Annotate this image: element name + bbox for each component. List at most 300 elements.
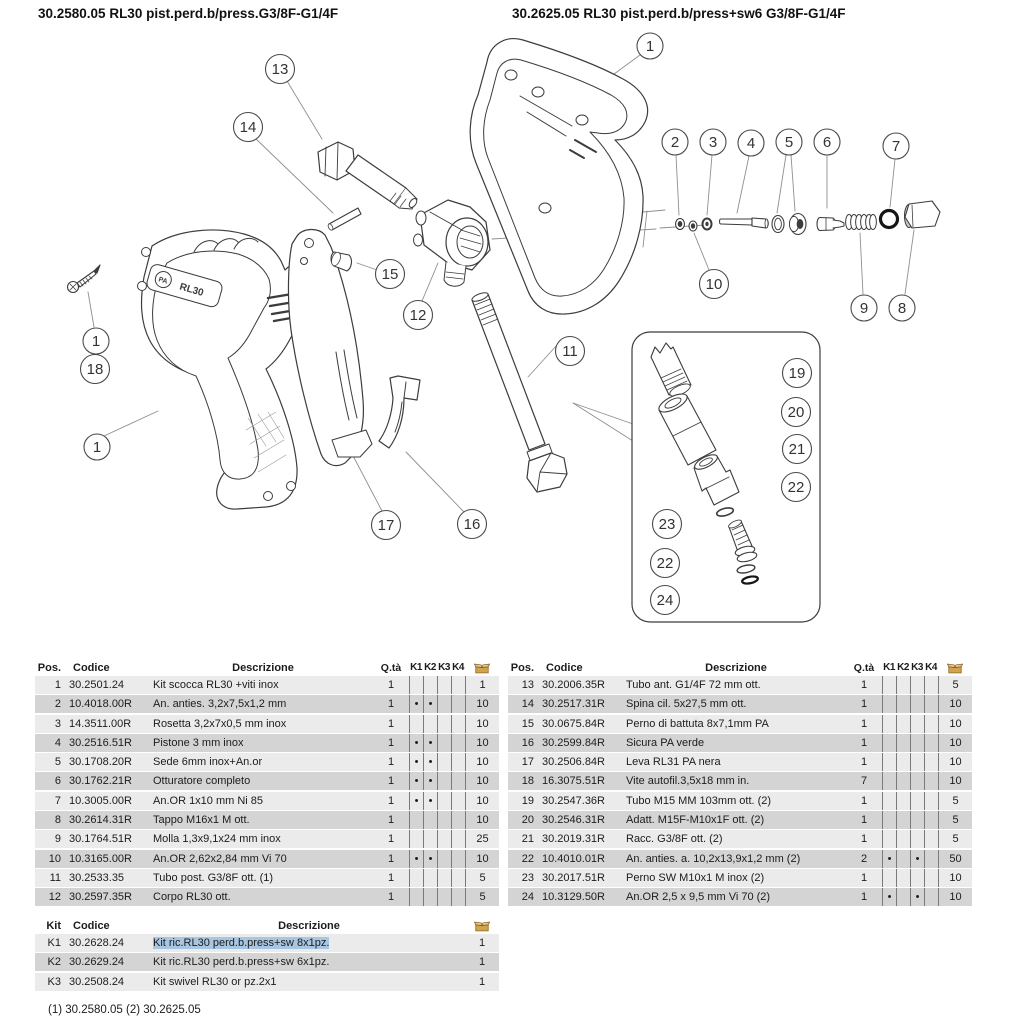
cell-cod: 30.2506.84R: [542, 756, 605, 769]
cell-k: [451, 888, 465, 906]
part-corpo: [414, 200, 491, 286]
cell-k: •: [409, 792, 423, 810]
cell-qta: 2: [860, 852, 868, 865]
cell-desc: An. anties. a. 10,2x13,9x1,2 mm (2): [626, 852, 801, 865]
cell-k: [409, 811, 423, 829]
cell-desc: An.OR 2,5 x 9,5 mm Vi 70 (2): [626, 891, 771, 904]
cell-basket: 1: [465, 676, 499, 694]
cell-k: [882, 830, 896, 848]
cell-cod: 30.2628.24: [69, 937, 125, 949]
callout-2: [662, 129, 688, 155]
cell-k: [924, 695, 938, 713]
cell-qta: 1: [860, 756, 868, 769]
svg-text:23: 23: [658, 516, 676, 534]
cell-k: [437, 888, 451, 906]
cell-basket: 10: [465, 850, 499, 868]
svg-text:17: 17: [377, 517, 395, 535]
cell-desc: Molla 1,3x9,1x24 mm inox: [153, 833, 281, 846]
cell-k: [437, 850, 451, 868]
cell-k: [896, 734, 910, 752]
callout-22a: [782, 473, 811, 502]
table-row: [35, 753, 499, 771]
cell-desc: Sicura PA verde: [626, 736, 705, 749]
cell-desc: Vite autofil.3,5x18 mm in.: [626, 775, 750, 788]
cell-k: [451, 850, 465, 868]
cell-k: [882, 811, 896, 829]
cell-k: [409, 676, 423, 694]
svg-text:8: 8: [897, 300, 907, 318]
cell-k: [910, 869, 924, 887]
table-row: [508, 888, 972, 906]
cell-k: [910, 695, 924, 713]
svg-text:14: 14: [239, 119, 257, 137]
svg-text:12: 12: [409, 307, 427, 325]
cell-basket: 10: [465, 695, 499, 713]
cell-qta: 1: [387, 891, 395, 904]
col-header-k1: K1: [883, 662, 895, 673]
cell-qta: 7: [860, 775, 868, 788]
table-row: [35, 772, 499, 790]
callout-11: [556, 337, 585, 366]
svg-text:1: 1: [645, 38, 655, 56]
cell-k: [451, 753, 465, 771]
col-header-codice: Codice: [73, 662, 110, 674]
parts-table-body-right: [508, 676, 972, 906]
cell-k: [423, 830, 437, 848]
part-sede-5: [772, 214, 806, 235]
col-header-basket: [465, 660, 499, 676]
cell-cod: 10.3129.50R: [542, 891, 605, 904]
svg-text:21: 21: [788, 441, 806, 459]
basket-icon[interactable]: [947, 662, 963, 675]
cell-cod: 30.2508.24: [69, 975, 125, 988]
cell-cod: 30.2501.24: [69, 679, 125, 691]
badge-model-text: RL30: [178, 281, 205, 299]
cell-k: [882, 869, 896, 887]
cell-pos: 1: [54, 679, 61, 691]
selected-text: Kit ric.RL30 perd.b.press+sw 8x1pz.: [153, 937, 330, 949]
svg-text:15: 15: [381, 266, 399, 284]
col-header-kit: Kit: [46, 920, 61, 932]
svg-text:2: 2: [670, 134, 680, 152]
cell-k: [924, 676, 938, 694]
cell-desc: Rosetta 3,2x7x0,5 mm inox: [153, 717, 287, 730]
cell-k: [423, 715, 437, 733]
cell-desc: Adatt. M15F-M10x1F ott. (2): [626, 814, 765, 827]
cell-cod: 30.1762.21R: [69, 775, 132, 788]
cell-k: [437, 869, 451, 887]
callout-21: [783, 435, 812, 464]
cell-cod: 10.4018.00R: [69, 698, 132, 711]
cell-k: [882, 772, 896, 790]
cell-qta: 1: [387, 756, 395, 769]
cell-pos: 3: [54, 717, 61, 730]
cell-k: [896, 850, 910, 868]
cell-k: •: [423, 792, 437, 810]
col-header-k4: K4: [452, 662, 464, 673]
callout-17: [372, 511, 401, 540]
cell-pos: 2: [54, 698, 61, 711]
cell-k: •: [409, 734, 423, 752]
cell-pos: 23: [521, 871, 534, 884]
table-row: [35, 811, 499, 829]
cell-pos: 18: [521, 775, 534, 788]
callout-14: [234, 113, 263, 142]
part-screw: [68, 265, 101, 293]
cell-cod: 10.3005.00R: [69, 794, 132, 807]
cell-k: [437, 676, 451, 694]
cell-pos: 11: [49, 871, 61, 884]
svg-text:6: 6: [822, 134, 832, 152]
cell-k: [451, 715, 465, 733]
page-title-left: 30.2580.05 RL30 pist.perd.b/press.G3/8F-G1/4F: [38, 6, 339, 21]
cell-pos: 14: [521, 698, 534, 711]
col-header-k2: K2: [424, 662, 436, 673]
table-row: [35, 715, 499, 733]
cell-k: [409, 869, 423, 887]
cell-desc: An.OR 2,62x2,84 mm Vi 70: [153, 852, 287, 865]
cell-k: [451, 772, 465, 790]
callout-7: [883, 133, 909, 159]
svg-text:22: 22: [656, 555, 674, 573]
cell-qta: 1: [387, 698, 395, 711]
table-row: [508, 772, 972, 790]
callout-9: [851, 295, 877, 321]
cell-k: •: [423, 772, 437, 790]
table-row: [35, 734, 499, 752]
cell-desc: Kit swivel RL30 or pz.2x1: [153, 975, 277, 988]
cell-basket: 10: [938, 772, 972, 790]
part-spina: [327, 208, 361, 231]
cell-k: [896, 695, 910, 713]
cell-pos: 6: [54, 775, 61, 788]
cell-k: [409, 715, 423, 733]
table-row: [35, 695, 499, 713]
cell-k: [451, 869, 465, 887]
cell-basket: 5: [938, 830, 972, 848]
cell-pos: 24: [521, 891, 534, 904]
cell-k: [910, 715, 924, 733]
cell-pos: 16: [521, 736, 534, 749]
cell-basket: 10: [938, 695, 972, 713]
cell-k: •: [423, 695, 437, 713]
cell-k: •: [882, 888, 896, 906]
table-row: [35, 792, 499, 810]
cell-cod: 30.2629.24: [69, 956, 125, 969]
svg-text:16: 16: [463, 516, 481, 534]
cell-desc: Pistone 3 mm inox: [153, 736, 244, 749]
cell-k: [882, 676, 896, 694]
cell-cod: 30.0675.84R: [542, 717, 605, 730]
cell-pos: K1: [47, 937, 61, 949]
cell-cod: 30.2517.31R: [542, 698, 605, 711]
cell-k: •: [409, 772, 423, 790]
table-row: [508, 753, 972, 771]
cell-desc: An.OR 1x10 mm Ni 85: [153, 794, 264, 807]
part-pistone-4: [720, 218, 769, 228]
cell-basket: 5: [938, 676, 972, 694]
col-header-k1: K1: [410, 662, 422, 673]
cell-k: [910, 734, 924, 752]
cell-pos: 10: [48, 852, 61, 865]
cell-qta: 1: [387, 717, 395, 730]
basket-icon[interactable]: [474, 920, 490, 933]
cell-desc: Tubo post. G3/8F ott. (1): [153, 871, 274, 884]
col-header-codice: Codice: [73, 920, 110, 932]
kit-table: [35, 918, 499, 992]
cell-basket: 5: [465, 888, 499, 906]
parts-table-left: [35, 660, 499, 908]
col-header-k3: K3: [438, 662, 450, 673]
table-row: [35, 973, 499, 991]
col-header-pos: Pos.: [510, 662, 534, 674]
callout-22b: [651, 549, 680, 578]
callout-23: [653, 510, 682, 539]
cell-pos: K3: [47, 975, 61, 988]
cell-k: [924, 850, 938, 868]
part-oring-7: [881, 211, 898, 228]
cell-k: [423, 888, 437, 906]
cell-pos: 22: [521, 852, 534, 865]
cell-cod: 30.2516.51R: [69, 736, 132, 749]
col-header-pos: Pos.: [37, 662, 61, 674]
cell-qta: 1: [387, 775, 395, 788]
part-axis-assembly: [676, 201, 941, 235]
callout-1-screw: [83, 328, 109, 354]
cell-desc: Leva RL31 PA nera: [626, 756, 721, 769]
page-title-right: 30.2625.05 RL30 pist.perd.b/press+sw6 G3/8F-G1/4F: [512, 6, 846, 21]
cell-basket: 10: [465, 715, 499, 733]
cell-k: •: [409, 850, 423, 868]
callout-15: [376, 260, 405, 289]
part-lever: [288, 229, 372, 465]
col-header-qta: Q.tà: [380, 662, 402, 674]
svg-text:22: 22: [787, 479, 805, 497]
cell-k: [896, 792, 910, 810]
callout-1-shell-left: [84, 434, 110, 460]
table-row: [508, 869, 972, 887]
cell-basket: 5: [465, 869, 499, 887]
svg-text:20: 20: [787, 404, 805, 422]
cell-desc: [145, 934, 465, 952]
cell-k: [451, 676, 465, 694]
cell-pos: 15: [521, 717, 534, 730]
cell-k: [451, 695, 465, 713]
cell-k: [423, 676, 437, 694]
cell-k: [423, 811, 437, 829]
col-header-qta: Q.tà: [853, 662, 875, 674]
cell-basket: 1: [478, 956, 486, 969]
cell-qta: 1: [387, 833, 395, 846]
cell-k: [924, 772, 938, 790]
cell-k: [924, 811, 938, 829]
cell-desc: Sede 6mm inox+An.or: [153, 756, 263, 769]
cell-qta: 1: [860, 794, 868, 807]
svg-text:24: 24: [656, 592, 674, 610]
cell-k: •: [409, 695, 423, 713]
cell-pos: 13: [521, 679, 534, 691]
cell-qta: 1: [860, 814, 868, 827]
cell-k: [896, 811, 910, 829]
table-row: [35, 676, 499, 694]
cell-k: •: [423, 753, 437, 771]
cell-k: [409, 830, 423, 848]
cell-qta: 1: [387, 794, 395, 807]
cell-k: •: [910, 850, 924, 868]
reference-footnote: (1) 30.2580.05 (2) 30.2625.05: [48, 1004, 201, 1016]
table-row: [35, 869, 499, 887]
cell-pos: 7: [54, 794, 61, 807]
cell-desc: Racc. G3/8F ott. (2): [626, 833, 723, 846]
cell-desc: Kit scocca RL30 +viti inox: [153, 679, 279, 691]
cell-basket: 1: [478, 937, 486, 949]
cell-k: [910, 772, 924, 790]
cell-k: •: [409, 753, 423, 771]
cell-k: [924, 888, 938, 906]
cell-basket: 10: [938, 734, 972, 752]
cell-basket: 10: [465, 734, 499, 752]
table-row: [35, 934, 499, 952]
badge-pa-text: PA: [157, 276, 169, 286]
parts-table-header: [35, 660, 499, 676]
svg-text:11: 11: [562, 343, 578, 361]
table-row: [35, 888, 499, 906]
cell-pos: K2: [47, 956, 61, 969]
cell-basket: 10: [938, 753, 972, 771]
part-tubo-anteriore: [318, 142, 418, 209]
table-row: [508, 676, 972, 694]
cell-k: [896, 753, 910, 771]
svg-text:18: 18: [86, 361, 104, 379]
cell-pos: 21: [521, 833, 534, 846]
cell-basket: 5: [938, 811, 972, 829]
cell-basket: 10: [938, 869, 972, 887]
cell-qta: 1: [860, 698, 868, 711]
table-row: [508, 830, 972, 848]
basket-icon[interactable]: [474, 662, 490, 675]
parts-table-body-left: [35, 676, 499, 906]
callout-12: [404, 301, 433, 330]
cell-basket: 50: [938, 850, 972, 868]
cell-cod: 30.2614.31R: [69, 814, 132, 827]
callout-19: [783, 359, 812, 388]
cell-k: [423, 869, 437, 887]
cell-basket: 10: [465, 792, 499, 810]
cell-basket: 10: [465, 811, 499, 829]
svg-text:7: 7: [891, 138, 901, 156]
table-row: [508, 715, 972, 733]
cell-pos: 12: [48, 891, 61, 904]
cell-k: [924, 792, 938, 810]
cell-cod: 30.2006.35R: [542, 679, 605, 691]
cell-qta: 1: [860, 679, 868, 691]
cell-basket: 10: [938, 888, 972, 906]
cell-k: [437, 715, 451, 733]
cell-pos: 5: [54, 756, 61, 769]
cell-k: [896, 715, 910, 733]
cell-k: [910, 676, 924, 694]
table-row: [508, 850, 972, 868]
cell-pos: 8: [54, 814, 61, 827]
cell-basket: 10: [465, 772, 499, 790]
cell-k: [409, 888, 423, 906]
callout-20: [782, 398, 811, 427]
cell-k: [910, 753, 924, 771]
cell-cod: 30.2017.51R: [542, 871, 605, 884]
cell-qta: 1: [860, 736, 868, 749]
svg-text:9: 9: [859, 300, 869, 318]
part-tappo-8: [905, 201, 941, 228]
cell-basket: 10: [465, 753, 499, 771]
cell-qta: 1: [860, 833, 868, 846]
cell-pos: 20: [521, 814, 534, 827]
cell-k: [451, 792, 465, 810]
col-header-basket: [465, 918, 499, 934]
cell-desc: Tappo M16x1 M ott.: [153, 814, 250, 827]
cell-pos: 9: [54, 833, 61, 846]
cell-basket: 10: [938, 715, 972, 733]
svg-text:4: 4: [746, 135, 756, 153]
svg-text:1: 1: [92, 439, 102, 457]
cell-cod: 30.2547.36R: [542, 794, 605, 807]
cell-qta: 1: [860, 891, 868, 904]
cell-desc: Perno di battuta 8x7,1mm PA: [626, 717, 769, 730]
cell-cod: 30.1708.20R: [69, 756, 132, 769]
svg-text:10: 10: [705, 276, 723, 294]
callout-3: [700, 129, 726, 155]
part-sicura: [379, 376, 420, 448]
cell-k: [910, 811, 924, 829]
callout-6: [814, 129, 840, 155]
part-tube-posteriore: [471, 291, 567, 492]
cell-k: [451, 734, 465, 752]
kit-table-body: [35, 934, 499, 991]
cell-k: [437, 830, 451, 848]
callout-24: [651, 586, 680, 615]
cell-k: [896, 869, 910, 887]
cell-desc: Kit ric.RL30 perd.b.press+sw 6x1pz.: [153, 956, 330, 969]
cell-cod: 30.2599.84R: [542, 736, 605, 749]
cell-k: [896, 830, 910, 848]
cell-k: [924, 734, 938, 752]
table-row: [508, 695, 972, 713]
cell-k: [910, 830, 924, 848]
cell-k: •: [423, 734, 437, 752]
part-molla-9: [846, 215, 877, 230]
cell-qta: 1: [860, 717, 868, 730]
cell-cod: 10.3165.00R: [69, 852, 132, 865]
callout-16: [458, 510, 487, 539]
cell-k: [451, 830, 465, 848]
col-header-codice: Codice: [546, 662, 583, 674]
cell-k: [451, 811, 465, 829]
svg-text:3: 3: [708, 134, 718, 152]
cell-k: [896, 772, 910, 790]
cell-cod: 16.3075.51R: [542, 775, 605, 788]
col-header-descrizione: Descrizione: [232, 662, 294, 674]
cell-k: •: [910, 888, 924, 906]
cell-pos: 17: [521, 756, 534, 769]
cell-k: [924, 869, 938, 887]
cell-desc: Corpo RL30 ott.: [153, 891, 231, 904]
cell-k: [882, 695, 896, 713]
table-row: [35, 830, 499, 848]
cell-basket: 1: [478, 975, 486, 988]
cell-desc: Perno SW M10x1 M inox (2): [626, 871, 765, 884]
cell-k: [882, 734, 896, 752]
cell-k: [882, 715, 896, 733]
cell-cod: 10.4010.01R: [542, 852, 605, 865]
